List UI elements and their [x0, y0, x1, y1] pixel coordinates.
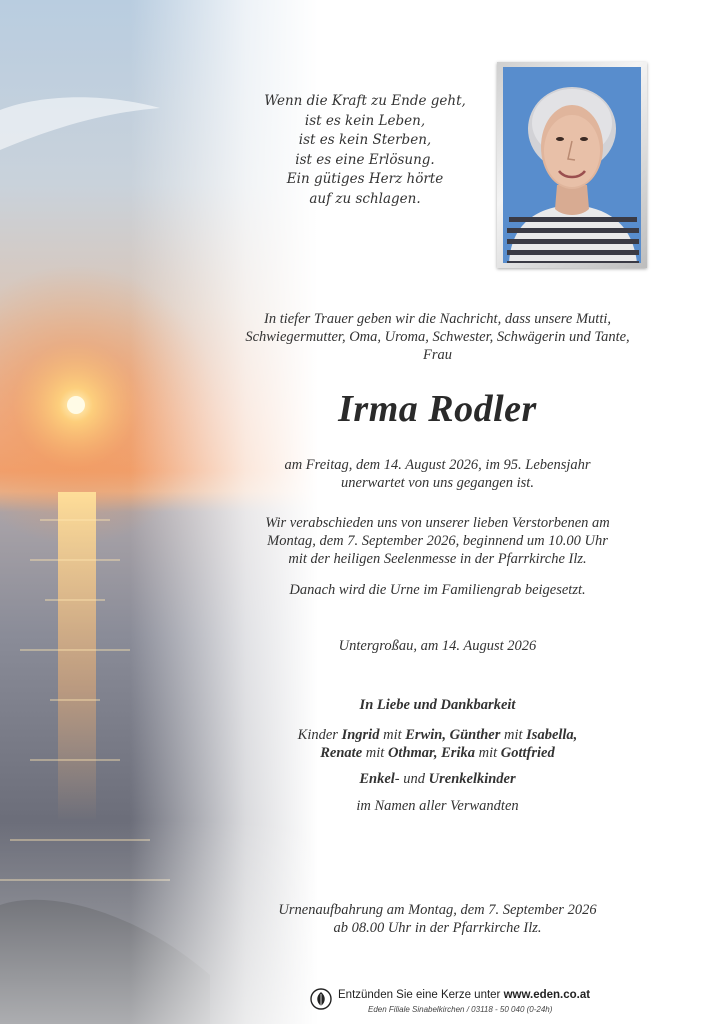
gratitude-line: In Liebe und Dankbarkeit	[359, 697, 516, 713]
intro-line: Schwiegermutter, Oma, Uroma, Schwester, Schwägerin und Tante,	[245, 329, 630, 345]
family-name: Renate	[320, 745, 363, 761]
family-name: Günther	[449, 727, 501, 743]
candle-label: Entzünden Sie eine Kerze unter	[338, 989, 501, 1001]
family-line-1	[200, 726, 675, 744]
viewing-line: ab 08.00 Uhr in der Pfarrkirche Ilz.	[333, 920, 542, 936]
farewell-line: Wir verabschieden uns von unserer lieben Verstorbenen am	[265, 515, 610, 531]
intro-line: Frau	[423, 347, 452, 363]
grandchildren-line	[200, 770, 675, 788]
relatives	[200, 797, 675, 815]
leaf-logo-icon	[310, 988, 332, 1010]
portrait-photo	[503, 67, 641, 263]
deceased-name: Irma Rodler	[338, 388, 537, 430]
poem-line: ist es eine Erlösung.	[295, 151, 435, 168]
family-word: Kinder	[297, 727, 338, 743]
family-word: mit	[383, 727, 402, 743]
family-word: - und	[394, 771, 426, 787]
viewing-line: Urnenaufbahrung am Montag, dem 7. September 2026	[278, 902, 597, 918]
poem-line: Ein gütiges Herz hörte	[286, 171, 444, 187]
family-name: Gottfried	[500, 745, 555, 761]
family-name: Isabella,	[526, 727, 578, 743]
family-name: Enkel	[359, 771, 395, 787]
death-line: am Freitag, dem 14. August 2026, im 95. Lebensjahr	[284, 457, 591, 473]
candle-text	[338, 989, 590, 1001]
family-name: Erwin,	[405, 727, 446, 743]
footer	[310, 988, 591, 1018]
branch-info: Eden Filiale Sinabelkirchen / 03118 - 50 040 (0-24h)	[368, 1005, 553, 1014]
family-line-2	[200, 744, 675, 762]
family-word: mit	[478, 745, 498, 761]
urn-viewing	[200, 901, 675, 937]
family-name: Urenkelkinder	[428, 771, 516, 787]
urn-notice	[200, 581, 675, 599]
grandchildren	[200, 770, 675, 788]
family-word: mit	[504, 727, 523, 743]
family-name: Ingrid	[341, 727, 380, 743]
relatives-line: im Namen aller Verwandten	[356, 798, 519, 814]
place-date-line: Untergroßau, am 14. August 2026	[338, 638, 537, 654]
urn-line: Danach wird die Urne im Familiengrab beigesetzt.	[289, 582, 586, 598]
death-line: unerwartet von uns gegangen ist.	[341, 475, 534, 491]
death-notice	[200, 456, 675, 492]
announcement-intro	[200, 310, 675, 364]
poem-line: Wenn die Kraft zu Ende geht,	[264, 93, 466, 109]
poem-line: auf zu schlagen.	[309, 190, 421, 207]
poem-line: ist es kein Sterben,	[298, 132, 432, 148]
place-date	[200, 637, 675, 655]
poem-line: ist es kein Leben,	[304, 112, 426, 129]
family-name: Othmar,	[387, 745, 438, 761]
farewell-notice	[200, 514, 675, 568]
family-list	[200, 726, 675, 762]
intro-line: In tiefer Trauer geben wir die Nachricht, dass unsere Mutti,	[263, 311, 612, 327]
family-name: Erika	[441, 745, 475, 761]
portrait-frame	[497, 62, 647, 268]
farewell-line: Montag, dem 7. September 2026, beginnend um 10.00 Uhr	[267, 533, 608, 549]
family-word: mit	[365, 745, 385, 761]
gratitude-heading	[200, 696, 675, 714]
farewell-line: mit der heiligen Seelenmesse in der Pfarrkirche Ilz.	[288, 551, 587, 567]
poem	[240, 92, 490, 209]
eden-link[interactable]: www.eden.co.at	[503, 989, 591, 1001]
